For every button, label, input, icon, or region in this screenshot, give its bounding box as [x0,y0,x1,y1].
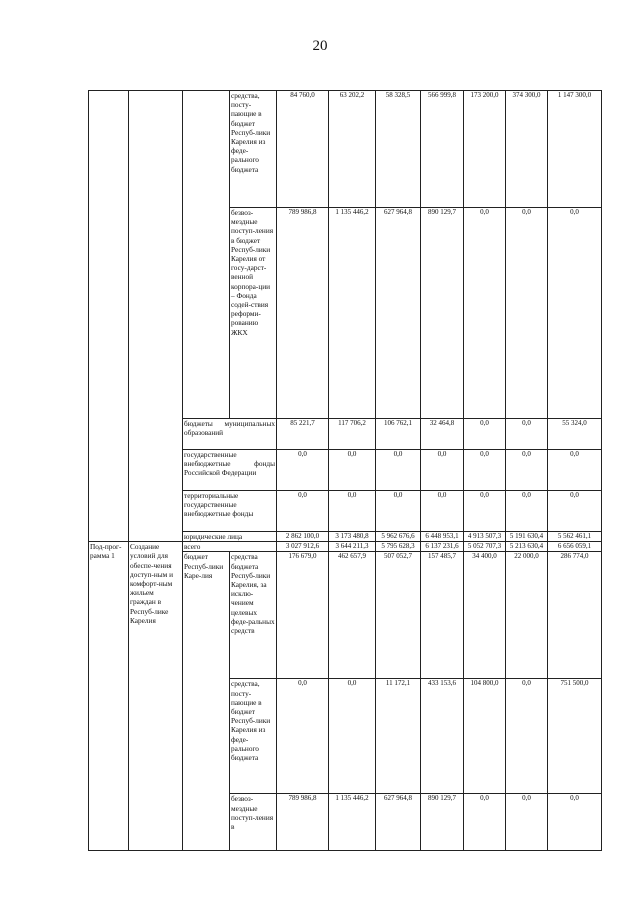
funding-subsource-cell: средства, посту-пающие в бюджет Респуб-лики Карелия из феде-рального бюджета [230,91,277,208]
value-cell: 0,0 [506,419,548,450]
value-cell: 63 202,2 [329,91,376,208]
value-cell: 5 052 707,3 [464,542,506,552]
value-cell: 5 562 461,1 [548,532,602,542]
value-cell: 104 800,0 [464,679,506,794]
value-cell: 0,0 [548,491,602,532]
value-cell: 0,0 [376,450,421,491]
value-cell: 173 200,0 [464,91,506,208]
value-cell: 0,0 [421,450,464,491]
table-row [89,542,602,552]
value-cell: 0,0 [464,450,506,491]
value-cell: 157 485,7 [421,552,464,679]
value-cell: 106 762,1 [376,419,421,450]
value-cell: 85 221,7 [277,419,329,450]
value-cell: 6 656 059,1 [548,542,602,552]
value-cell: 3 644 211,3 [329,542,376,552]
value-cell: 789 986,8 [277,208,329,419]
value-cell: 0,0 [506,208,548,419]
value-cell: 32 464,8 [421,419,464,450]
value-cell: 0,0 [277,491,329,532]
value-cell: 0,0 [277,450,329,491]
value-cell: 1 135 446,2 [329,794,376,851]
value-cell: 751 500,0 [548,679,602,794]
funding-subsource-cell: средства, посту-пающие в бюджет Респуб-лики Карелия из феде-рального бюджета [230,679,277,794]
value-cell: 374 300,0 [506,91,548,208]
value-cell: 0,0 [376,491,421,532]
page-number: 20 [312,38,328,54]
value-cell: 34 400,0 [464,552,506,679]
value-cell: 0,0 [464,419,506,450]
value-cell: 789 986,8 [277,794,329,851]
funding-subsource-cell: безвоз-мездные поступ-ления в бюджет Респуб-лики Карелия от госу-дарст-венной корпора-ции – Фонда содей-ствия реформи-рованию ЖКХ [230,208,277,419]
value-cell: 5 962 676,6 [376,532,421,542]
value-cell: 5 191 630,4 [506,532,548,542]
value-cell: 0,0 [464,208,506,419]
value-cell: 0,0 [548,208,602,419]
value-cell: 5 795 628,3 [376,542,421,552]
value-cell: 84 760,0 [277,91,329,208]
value-cell: 6 448 953,1 [421,532,464,542]
funding-source-cell: бюджеты муниципальных образований [183,419,277,450]
value-cell: 0,0 [329,450,376,491]
value-cell: 0,0 [329,491,376,532]
value-cell: 0,0 [421,491,464,532]
value-cell: 3 173 480,8 [329,532,376,542]
value-cell: 286 774,0 [548,552,602,679]
value-cell: 433 153,6 [421,679,464,794]
funding-source-cell: бюджет Респуб-лики Каре-лия [183,552,230,851]
value-cell: 0,0 [506,491,548,532]
value-cell: 627 964,8 [376,794,421,851]
value-cell: 627 964,8 [376,208,421,419]
value-cell: 1 147 300,0 [548,91,602,208]
value-cell: 890 129,7 [421,208,464,419]
value-cell: 176 679,0 [277,552,329,679]
value-cell: 890 129,7 [421,794,464,851]
value-cell: 55 324,0 [548,419,602,450]
value-cell: 0,0 [277,679,329,794]
funding-source-cell: юридические лица [183,532,277,542]
value-cell: 0,0 [464,491,506,532]
value-cell: 0,0 [506,450,548,491]
value-cell: 0,0 [548,794,602,851]
value-cell: 0,0 [548,450,602,491]
funding-subsource-cell: безвоз-мездные поступ-ления в [230,794,277,851]
funding-source-cell: территориальные государственные внебюджетные фонды [183,491,277,532]
value-cell: 566 999,8 [421,91,464,208]
value-cell: 0,0 [506,794,548,851]
value-cell: 5 213 630,4 [506,542,548,552]
value-cell: 0,0 [464,794,506,851]
value-cell: 1 135 446,2 [329,208,376,419]
value-cell: 58 328,5 [376,91,421,208]
budget-table [88,90,602,851]
value-cell: 462 657,9 [329,552,376,679]
value-cell: 0,0 [506,679,548,794]
funding-subsource-cell: средства бюджета Респуб-лики Карелия, за исклю-чением целевых феде-ральных средств [230,552,277,679]
value-cell: 0,0 [329,679,376,794]
funding-source-cell: государственные внебюджетные фонды Российской Федерации [183,450,277,491]
status-cell: Под-прог-рамма 1 [89,542,129,851]
table-row [89,91,602,208]
funding-source-cell: всего [183,542,277,552]
subprogram-name-cell: Создание условий для обеспе-чения доступ-ным и комфорт-ным жильем граждан в Респуб-лике Карелия [129,542,183,851]
value-cell: 2 862 100,0 [277,532,329,542]
value-cell: 6 137 231,6 [421,542,464,552]
value-cell: 117 706,2 [329,419,376,450]
value-cell: 11 172,1 [376,679,421,794]
value-cell: 3 027 912,6 [277,542,329,552]
value-cell: 22 000,0 [506,552,548,679]
value-cell: 4 913 507,3 [464,532,506,542]
value-cell: 507 052,7 [376,552,421,679]
